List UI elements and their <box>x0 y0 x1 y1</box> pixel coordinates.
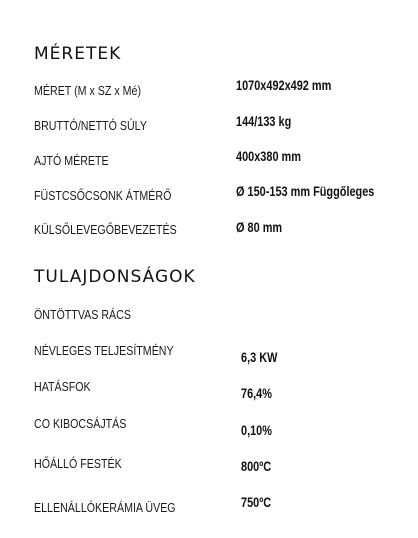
spec-value: 6,3 KW <box>241 349 278 365</box>
spec-label: HATÁSFOK <box>34 379 91 394</box>
spec-label: CO KIBOCSÁJTÁS <box>34 416 127 431</box>
spec-value: 800ºC <box>241 458 272 474</box>
spec-label: NÉVLEGES TELJESÍTMÉNY <box>34 343 174 358</box>
spec-value: 1070x492x492 mm <box>236 77 332 93</box>
spec-value: Ø 80 mm <box>236 219 283 235</box>
spec-value: 144/133 kg <box>236 113 292 129</box>
spec-value: 750ºC <box>241 494 272 510</box>
spec-label: ELLENÁLLÓKERÁMIA ÜVEG <box>34 500 176 515</box>
spec-label: BRUTTÓ/NETTÓ SÚLY <box>34 118 147 133</box>
spec-label: MÉRET (M x SZ x Mé) <box>34 83 141 98</box>
spec-label: FÜSTCSŐCSONK ÁTMÉRŐ <box>34 188 172 203</box>
section-title-tulajdonsagok: TULAJDONSÁGOK <box>34 267 196 287</box>
spec-value: 400x380 mm <box>236 148 301 164</box>
spec-value: 0,10% <box>241 422 272 438</box>
spec-label: AJTÓ MÉRETE <box>34 153 109 168</box>
spec-label: KÜLSŐLEVEGŐBEVEZETÉS <box>34 222 177 237</box>
spec-value: Ø 150-153 mm Függőleges <box>236 183 375 199</box>
spec-label: ÖNTÖTTVAS RÁCS <box>34 307 131 322</box>
section-title-meretek: MÉRETEK <box>34 44 122 64</box>
spec-value: 76,4% <box>241 385 272 401</box>
spec-label: HŐÁLLÓ FESTÉK <box>34 456 122 471</box>
